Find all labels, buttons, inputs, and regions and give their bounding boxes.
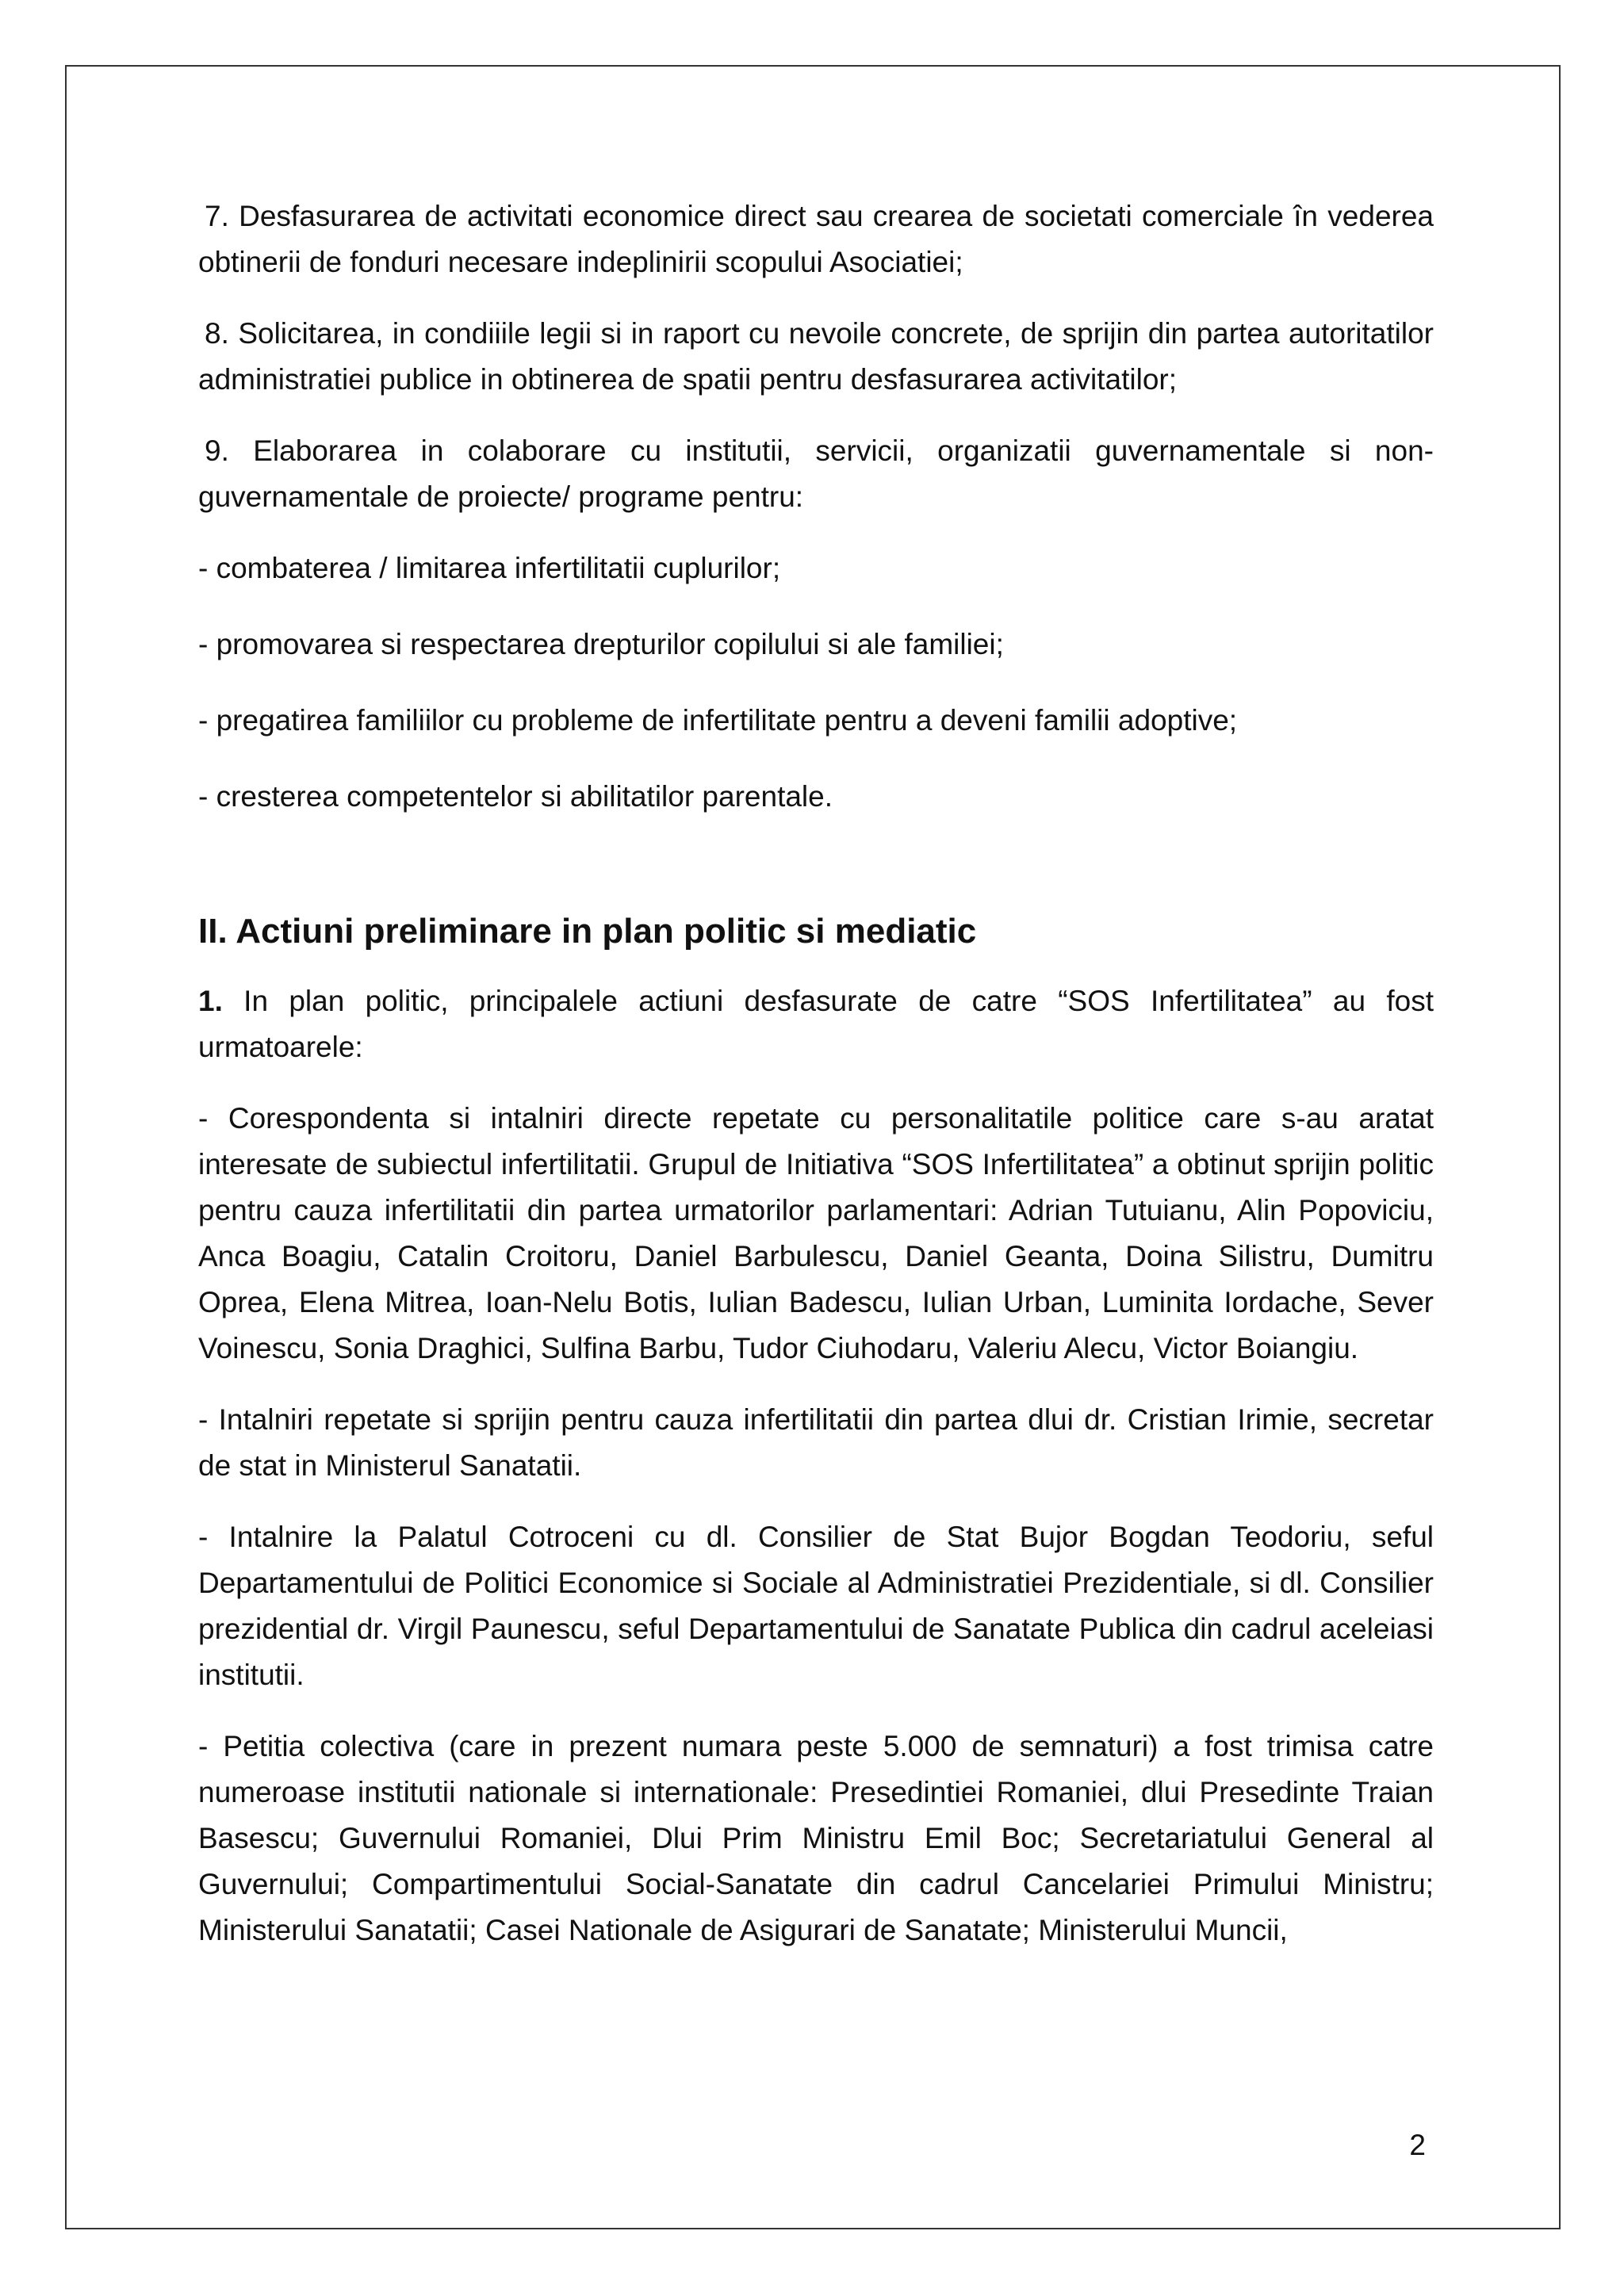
section-item-meetings: - Intalniri repetate si sprijin pentru cauza infertilitatii din partea dlui dr. Cristian Irimie, secretar de stat in Ministerul Sanatatii. bbox=[198, 1403, 1434, 1482]
bullet-item: - promovarea si respectarea drepturilor copilului si ale familiei; bbox=[198, 628, 1004, 660]
section-intro-number: 1. bbox=[198, 985, 223, 1017]
section-item-petition: - Petitia colectiva (care in prezent numara peste 5.000 de semnaturi) a fost trimisa catre numeroase institutii nationale si internationale: Presedintiei Romaniei, dlui Presedinte Traian Basescu; Guvernului Romaniei, Dlui Prim Ministru Emil Boc; Secretariatului General al Guvernului; Compartimentului Social-Sanatate din cadrul Cancelariei Primului Ministru; Ministerului Sanatatii; Casei Nationale de Asigurari de Sanatate; Ministerului Muncii, bbox=[198, 1730, 1434, 1946]
paragraph-item-7: 7. Desfasurarea de activitati economice direct sau crearea de societati comerciale în vederea obtinerii de fonduri necesare indeplinirii scopului Asociatiei; bbox=[198, 200, 1434, 278]
page-number: 2 bbox=[1409, 2129, 1426, 2161]
bullet-item: - cresterea competentelor si abilitatilor parentale. bbox=[198, 780, 833, 813]
paragraph-item-8: 8. Solicitarea, in condiiile legii si in raport cu nevoile concrete, de sprijin din partea autoritatilor administratiei publice in obtinerea de spatii pentru desfasurarea activitatilor; bbox=[198, 317, 1434, 396]
bullet-item: - pregatirea familiilor cu probleme de infertilitate pentru a deveni familii adoptive; bbox=[198, 704, 1238, 737]
section-heading: II. Actiuni preliminare in plan politic si mediatic bbox=[198, 912, 977, 951]
bullet-item: - combaterea / limitarea infertilitatii cuplurilor; bbox=[198, 552, 781, 584]
section-item-cotroceni: - Intalnire la Palatul Cotroceni cu dl. Consilier de Stat Bujor Bogdan Teodoriu, seful Departamentului de Politici Economice si Sociale al Administratiei Prezidentiale, si dl. Consilier prezidential dr. Virgil Paunescu, seful Departamentului de Sanatate Publica din cadrul aceleiasi institutii. bbox=[198, 1521, 1434, 1691]
paragraph-item-9: 9. Elaborarea in colaborare cu institutii, servicii, organizatii guvernamentale si non-guvernamentale de proiecte/ programe pentru: bbox=[198, 434, 1434, 513]
section-intro-paragraph bbox=[198, 978, 1434, 1070]
section-intro-text: In plan politic, principalele actiuni desfasurate de catre “SOS Infertilitatea” au fost urmatoarele: bbox=[198, 985, 1434, 1063]
section-item-correspondence: - Corespondenta si intalniri directe repetate cu personalitatile politice care s-au aratat interesate de subiectul infertilitatii. Grupul de Initiativa “SOS Infertilitatea” a obtinut sprijin politic pentru cauza infertilitatii din partea urmatorilor parlamentari: Adrian Tutuianu, Alin Popoviciu, Anca Boagiu, Catalin Croitoru, Daniel Barbulescu, Daniel Geanta, Doina Silistru, Dumitru Oprea, Elena Mitrea, Ioan-Nelu Botis, Iulian Badescu, Iulian Urban, Luminita Iordache, Sever Voinescu, Sonia Draghici, Sulfina Barbu, Tudor Ciuhodaru, Valeriu Alecu, Victor Boiangiu. bbox=[198, 1102, 1434, 1364]
document-body bbox=[198, 193, 1434, 1979]
